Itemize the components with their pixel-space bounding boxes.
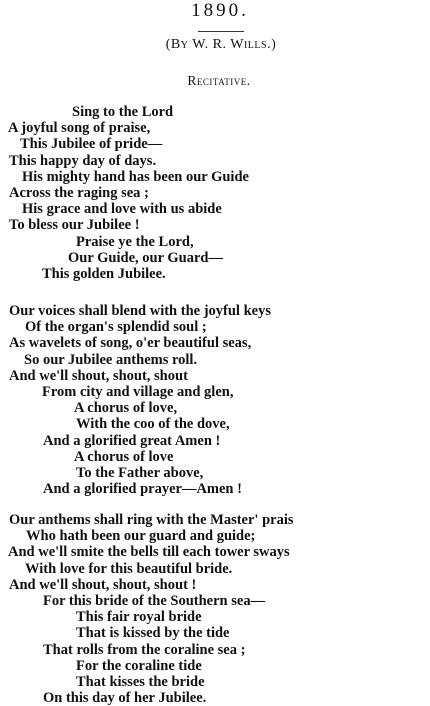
poem-line: Across the raging sea ; (9, 184, 149, 201)
poem-line: And we'll smite the bells till each tower sways (8, 544, 290, 561)
poem-line: That is kissed by the tide (76, 625, 230, 642)
poem-line: For this bride of the Southern sea— (43, 592, 266, 609)
stanza-1 (0, 104, 430, 282)
poem-line: And we'll shout, shout, shout ! (9, 576, 197, 593)
poem-line: And we'll shout, shout, shout (9, 367, 188, 384)
poem-line: Our Guide, our Guard— (68, 249, 223, 266)
poem-line: A joyful song of praise, (8, 120, 151, 137)
poem-line: To the Father above, (76, 464, 204, 481)
poem-line: Our voices shall blend with the joyful keys (9, 303, 271, 319)
poem-line: So our Jubilee anthems roll. (24, 351, 198, 368)
poem-line: As wavelets of song, o'er beautiful seas, (9, 335, 252, 352)
poem-line: And a glorified prayer—Amen ! (43, 481, 242, 498)
poem-line: A chorus of love, (74, 400, 178, 417)
section-heading: Recitative. (187, 73, 251, 88)
poem-line: Praise ye the Lord, (76, 233, 194, 250)
poem-line: That rolls from the coraline sea ; (43, 641, 246, 658)
stanza-2 (0, 303, 430, 497)
poem-line: With the coo of the dove, (76, 416, 230, 433)
poem-line: This Jubilee of pride— (20, 136, 163, 153)
title-rule (198, 31, 244, 32)
poem-line: Who hath been our guard and guide; (26, 528, 256, 545)
poem-line: This golden Jubilee. (42, 265, 166, 282)
poem-line: From city and village and glen, (42, 383, 234, 400)
poem-line: That kisses the bride (76, 673, 205, 690)
poem-line: A chorus of love (74, 448, 174, 465)
poem-line: Sing to the Lord (72, 104, 174, 120)
stanza-3 (0, 512, 430, 706)
poem-line: With love for this beautiful bride. (25, 560, 233, 577)
poem-line: Of the organ's splendid soul ; (25, 319, 207, 336)
poem-line: On this day of her Jubilee. (43, 690, 207, 706)
poem-line: Our anthems shall ring with the Master' prais (9, 512, 294, 528)
poem-line: And a glorified great Amen ! (43, 432, 221, 449)
poem-line: His mighty hand has been our Guide (22, 168, 249, 185)
author-byline: (By W. R. Wills.) (165, 37, 277, 52)
poem-title: 1890. (191, 0, 249, 21)
poem-line: To bless our Jubilee ! (9, 217, 140, 234)
poem-line: His grace and love with us abide (22, 201, 222, 218)
poem-line: For the coraline tide (76, 657, 202, 674)
poem-line: This happy day of days. (9, 152, 157, 169)
poem-line: This fair royal bride (76, 609, 202, 626)
